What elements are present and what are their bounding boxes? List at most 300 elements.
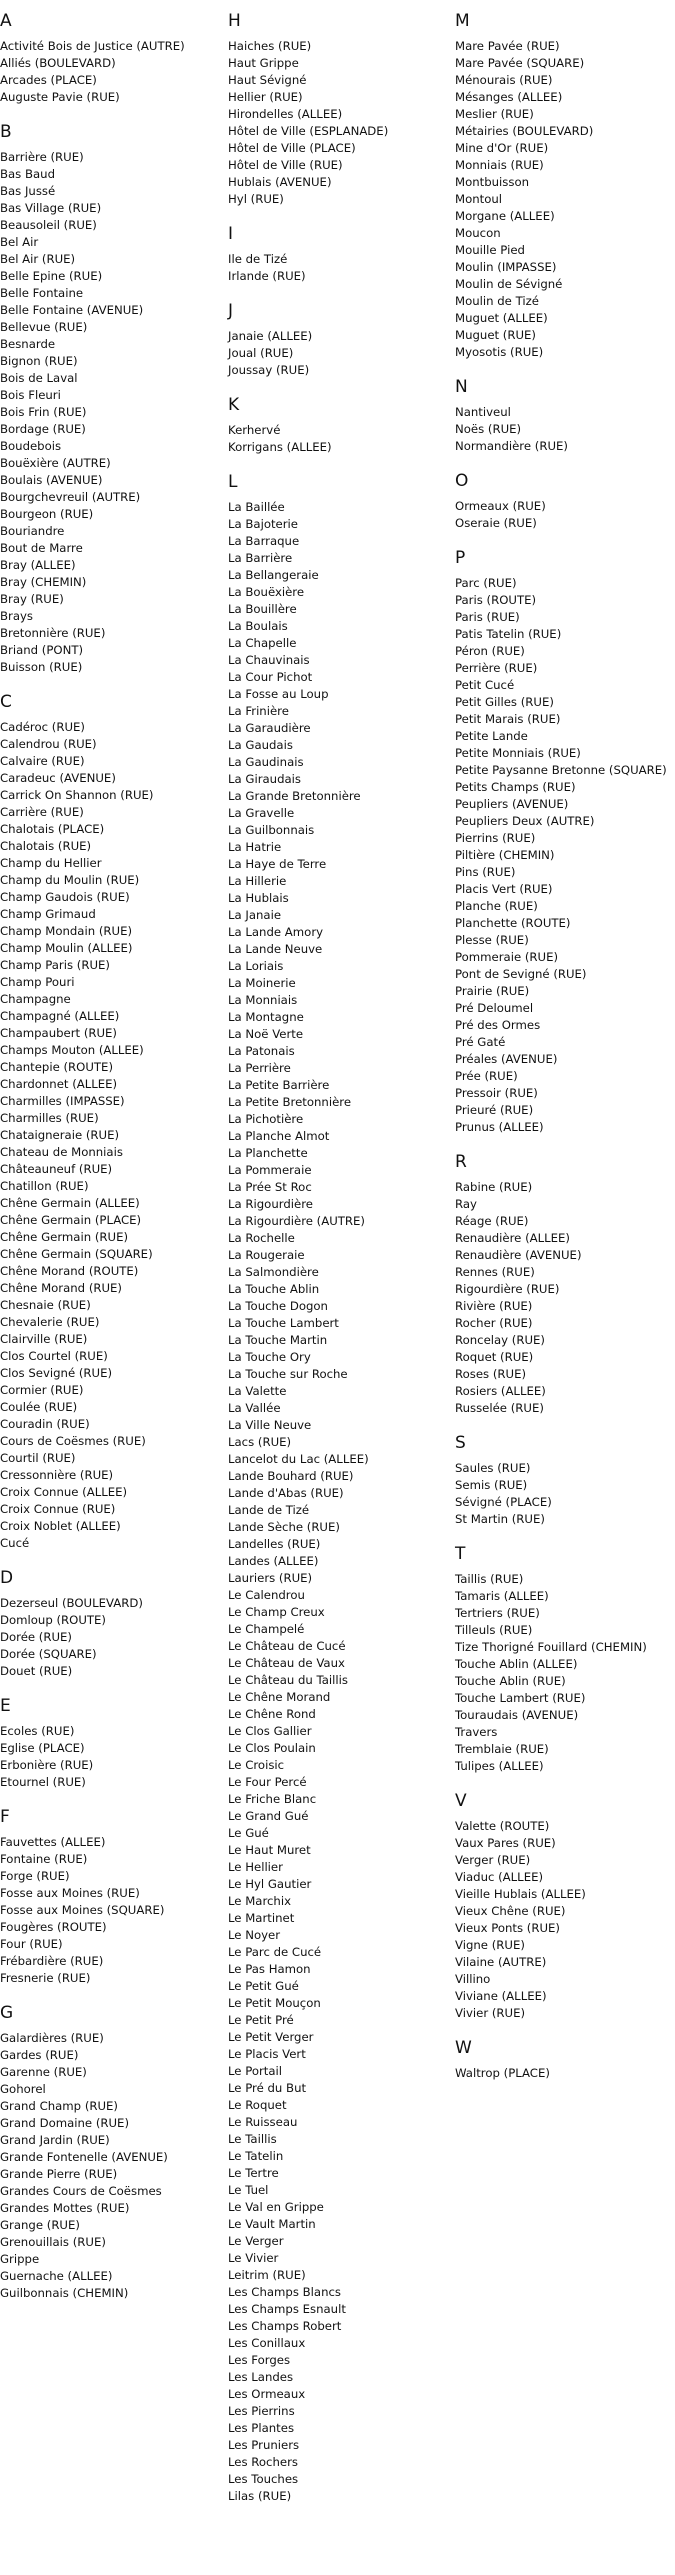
street-name-item: St Martin (RUE): [455, 1512, 545, 1526]
street-name-item: La Lande Amory: [228, 925, 324, 939]
street-name-item: Boulais (AVENUE): [0, 473, 103, 487]
street-name-item: Frébardière (RUE): [0, 1954, 104, 1968]
street-name-item: La Planchette: [228, 1146, 308, 1160]
street-name-item: Dorée (RUE): [0, 1630, 72, 1644]
street-list: [455, 575, 675, 1136]
street-name-item: Mare Pavée (SQUARE): [455, 56, 585, 70]
street-name-item: Hôtel de Ville (PLACE): [228, 141, 356, 155]
street-name-item: Douet (RUE): [0, 1664, 73, 1678]
street-name-item: Fougères (ROUTE): [0, 1920, 107, 1934]
street-name-item: Préales (AVENUE): [455, 1052, 558, 1066]
street-name-item: Les Conillaux: [228, 2336, 306, 2350]
street-name-item: Métairies (BOULEVARD): [455, 124, 594, 138]
street-name-item: Grenouillais (RUE): [0, 2235, 106, 2249]
street-name-item: Le Grand Gué: [228, 1809, 309, 1823]
street-name-item: Gardes (RUE): [0, 2048, 79, 2062]
street-name-item: Verger (RUE): [455, 1853, 531, 1867]
street-name-item: Bray (ALLEE): [0, 558, 76, 572]
street-name-item: Bois Frin (RUE): [0, 405, 87, 419]
street-name-item: Belle Epine (RUE): [0, 269, 103, 283]
street-name-item: Le Roquet: [228, 2098, 287, 2112]
street-name-item: La Touche Lambert: [228, 1316, 339, 1330]
street-name-item: Roncelay (RUE): [455, 1333, 545, 1347]
street-name-item: Prairie (RUE): [455, 984, 530, 998]
street-name-item: Briand (PONT): [0, 643, 84, 657]
street-name-item: Tamaris (ALLEE): [455, 1589, 549, 1603]
street-name-item: Vieux Chêne (RUE): [455, 1904, 566, 1918]
street-name-item: Le Croisic: [228, 1758, 285, 1772]
street-name-item: Charmilles (IMPASSE): [0, 1094, 125, 1108]
street-name-item: Touche Ablin (RUE): [455, 1674, 566, 1688]
street-name-item: Le Noyer: [228, 1928, 281, 1942]
street-name-item: Pierrins (RUE): [455, 831, 536, 845]
street-name-item: Ray: [455, 1197, 477, 1211]
street-name-item: Grand Jardin (RUE): [0, 2133, 110, 2147]
street-name-item: La Hatrie: [228, 840, 282, 854]
street-name-item: Morgane (ALLEE): [455, 209, 555, 223]
street-name-item: Rivière (RUE): [455, 1299, 533, 1313]
street-name-item: Le Tuel: [228, 2183, 269, 2197]
street-name-item: Piltière (CHEMIN): [455, 848, 555, 862]
street-name-item: Ménourais (RUE): [455, 73, 553, 87]
street-name-item: Carrick On Shannon (RUE): [0, 788, 154, 802]
street-name-item: Courtil (RUE): [0, 1451, 76, 1465]
street-name-item: La Ville Neuve: [228, 1418, 312, 1432]
street-name-item: Janaie (ALLEE): [228, 329, 313, 343]
street-list: [228, 499, 456, 2505]
street-name-item: Leitrim (RUE): [228, 2268, 306, 2282]
street-name-item: Ecoles (RUE): [0, 1724, 75, 1738]
street-name-item: Le Château de Cucé: [228, 1639, 346, 1653]
street-name-item: La Rigourdière (AUTRE): [228, 1214, 365, 1228]
street-name-item: La Pommeraie: [228, 1163, 312, 1177]
street-name-item: Bray (RUE): [0, 592, 64, 606]
street-list: [455, 498, 675, 532]
street-name-item: Touche Lambert (RUE): [455, 1691, 586, 1705]
street-name-item: Bignon (RUE): [0, 354, 78, 368]
street-name-item: Viviane (ALLEE): [455, 1989, 547, 2003]
street-name-item: Couradin (RUE): [0, 1417, 90, 1431]
street-name-item: Champ Gaudois (RUE): [0, 890, 130, 904]
street-name-item: Lauriers (RUE): [228, 1571, 313, 1585]
street-name-item: Rosiers (ALLEE): [455, 1384, 546, 1398]
street-name-item: Monniais (RUE): [455, 158, 544, 172]
street-name-item: Chêne Germain (SQUARE): [0, 1247, 153, 1261]
street-name-item: Buisson (RUE): [0, 660, 83, 674]
street-name-item: La Chapelle: [228, 636, 297, 650]
street-name-item: Vieux Ponts (RUE): [455, 1921, 560, 1935]
street-name-item: Cormier (RUE): [0, 1383, 84, 1397]
street-name-item: Landes (ALLEE): [228, 1554, 319, 1568]
street-list: [0, 38, 228, 106]
street-name-item: Garenne (RUE): [0, 2065, 87, 2079]
street-name-item: Le Martinet: [228, 1911, 295, 1925]
street-name-item: Kerhervé: [228, 423, 281, 437]
letter-section-e: [0, 1695, 228, 1791]
letter-section-w: [455, 2037, 675, 2082]
street-name-item: Le Ruisseau: [228, 2115, 298, 2129]
street-name-item: Rocher (RUE): [455, 1316, 533, 1330]
street-name-item: La Giraudais: [228, 772, 301, 786]
street-name-item: La Rigourdière: [228, 1197, 313, 1211]
street-name-item: Bois de Laval: [0, 371, 78, 385]
street-name-item: Pins (RUE): [455, 865, 516, 879]
street-name-item: Les Pierrins: [228, 2404, 295, 2418]
street-name-item: Joussay (RUE): [228, 363, 310, 377]
street-name-item: Bouriandre: [0, 524, 65, 538]
street-name-item: Irlande (RUE): [228, 269, 306, 283]
street-name-item: Renaudière (AVENUE): [455, 1248, 582, 1262]
street-name-item: Caradeuc (AVENUE): [0, 771, 116, 785]
street-name-item: Cours de Coësmes (RUE): [0, 1434, 146, 1448]
section-letter-heading: C: [0, 692, 12, 712]
street-name-item: Grand Champ (RUE): [0, 2099, 118, 2113]
street-name-item: Bas Baud: [0, 167, 55, 181]
street-name-item: La Perrière: [228, 1061, 291, 1075]
street-index-column-1: [0, 10, 228, 2317]
street-name-item: Le Clos Gallier: [228, 1724, 312, 1738]
street-name-item: Joual (RUE): [228, 346, 294, 360]
street-name-item: La Touche sur Roche: [228, 1367, 348, 1381]
street-name-item: Charmilles (RUE): [0, 1111, 99, 1125]
street-name-item: Le Four Percé: [228, 1775, 307, 1789]
street-name-item: Les Rochers: [228, 2455, 298, 2469]
street-name-item: Lilas (RUE): [228, 2489, 292, 2503]
street-name-item: Paris (RUE): [455, 610, 520, 624]
street-list: [0, 149, 228, 676]
section-letter-heading: E: [0, 1696, 11, 1716]
street-name-item: Bourgchevreuil (AUTRE): [0, 490, 141, 504]
street-name-item: Erbonière (RUE): [0, 1758, 94, 1772]
street-name-item: Coulée (RUE): [0, 1400, 78, 1414]
street-name-item: Brays: [0, 609, 33, 623]
street-name-item: La Monniais: [228, 993, 298, 1007]
letter-section-k: [228, 394, 456, 456]
street-name-item: Haiches (RUE): [228, 39, 312, 53]
street-name-item: Oseraie (RUE): [455, 516, 537, 530]
street-name-item: Calendrou (RUE): [0, 737, 97, 751]
section-letter-heading: A: [0, 11, 12, 31]
street-list: [455, 1571, 675, 1775]
street-name-item: La Loriais: [228, 959, 284, 973]
street-name-item: Fauvettes (ALLEE): [0, 1835, 106, 1849]
street-list: [455, 2065, 675, 2082]
street-name-item: Petit Marais (RUE): [455, 712, 561, 726]
letter-section-o: [455, 470, 675, 532]
street-name-item: Grandes Mottes (RUE): [0, 2201, 130, 2215]
street-name-item: Grand Domaine (RUE): [0, 2116, 130, 2130]
street-name-item: La Gaudinais: [228, 755, 304, 769]
street-name-item: Touche Ablin (ALLEE): [455, 1657, 578, 1671]
street-name-item: Grange (RUE): [0, 2218, 80, 2232]
street-name-item: La Bajoterie: [228, 517, 298, 531]
street-name-item: Boudebois: [0, 439, 62, 453]
street-name-item: Bretonnière (RUE): [0, 626, 106, 640]
letter-section-m: [455, 10, 675, 361]
street-name-item: Champaubert (RUE): [0, 1026, 117, 1040]
street-name-item: La Grande Bretonnière: [228, 789, 361, 803]
street-name-item: Taillis (RUE): [455, 1572, 524, 1586]
street-list: [228, 38, 456, 208]
street-name-item: Mine d'Or (RUE): [455, 141, 549, 155]
street-name-item: Le Calendrou: [228, 1588, 305, 1602]
street-name-item: Croix Connue (RUE): [0, 1502, 116, 1516]
street-name-item: Korrigans (ALLEE): [228, 440, 332, 454]
street-list: [0, 719, 228, 1552]
street-name-item: Le Marchix: [228, 1894, 292, 1908]
street-name-item: Le Parc de Cucé: [228, 1945, 322, 1959]
street-name-item: Lande d'Abas (RUE): [228, 1486, 344, 1500]
street-name-item: La Valette: [228, 1384, 287, 1398]
street-name-item: Les Champs Blancs: [228, 2285, 341, 2299]
street-name-item: Plesse (RUE): [455, 933, 529, 947]
street-name-item: Les Champs Robert: [228, 2319, 342, 2333]
street-name-item: Le Petit Verger: [228, 2030, 314, 2044]
street-name-item: Les Pruniers: [228, 2438, 300, 2452]
street-name-item: Besnarde: [0, 337, 56, 351]
street-name-item: Ormeaux (RUE): [455, 499, 546, 513]
street-name-item: Roses (RUE): [455, 1367, 527, 1381]
section-letter-heading: L: [228, 472, 238, 492]
street-name-item: Belle Fontaine: [0, 286, 84, 300]
letter-section-s: [455, 1432, 675, 1528]
street-name-item: Ile de Tizé: [228, 252, 288, 266]
street-name-item: Croix Noblet (ALLEE): [0, 1519, 121, 1533]
street-name-item: Chevalerie (RUE): [0, 1315, 100, 1329]
street-name-item: Grande Pierre (RUE): [0, 2167, 118, 2181]
street-name-item: Les Ormeaux: [228, 2387, 306, 2401]
street-name-item: Les Touches: [228, 2472, 299, 2486]
street-name-item: Hôtel de Ville (ESPLANADE): [228, 124, 389, 138]
section-letter-heading: W: [455, 2038, 472, 2058]
street-name-item: Clos Courtel (RUE): [0, 1349, 108, 1363]
street-name-item: Petit Cucé: [455, 678, 515, 692]
street-name-item: Le Pré du But: [228, 2081, 307, 2095]
street-name-item: La Prée St Roc: [228, 1180, 312, 1194]
street-name-item: Four (RUE): [0, 1937, 63, 1951]
street-name-item: La Touche Ablin: [228, 1282, 320, 1296]
street-name-item: La Petite Barrière: [228, 1078, 330, 1092]
street-index-column-3: [455, 10, 675, 2097]
street-name-item: Le Verger: [228, 2234, 284, 2248]
street-name-item: Rennes (RUE): [455, 1265, 535, 1279]
street-name-item: Viaduc (ALLEE): [455, 1870, 544, 1884]
street-name-item: Le Petit Gué: [228, 1979, 299, 1993]
street-name-item: Bray (CHEMIN): [0, 575, 87, 589]
street-list: [455, 38, 675, 361]
street-name-item: Myosotis (RUE): [455, 345, 544, 359]
street-name-item: Paris (ROUTE): [455, 593, 537, 607]
street-name-item: Renaudière (ALLEE): [455, 1231, 570, 1245]
street-name-item: Champagné (ALLEE): [0, 1009, 120, 1023]
street-name-item: Sévigné (PLACE): [455, 1495, 552, 1509]
street-name-item: Le Gué: [228, 1826, 269, 1840]
street-name-item: Villino: [455, 1972, 491, 1986]
street-name-item: La Guilbonnais: [228, 823, 315, 837]
street-name-item: Moulin (IMPASSE): [455, 260, 557, 274]
street-name-item: Fosse aux Moines (RUE): [0, 1886, 140, 1900]
street-name-item: Touraudais (AVENUE): [455, 1708, 579, 1722]
street-name-item: La Cour Pichot: [228, 670, 313, 684]
street-name-item: Cadéroc (RUE): [0, 720, 85, 734]
street-name-item: Hôtel de Ville (RUE): [228, 158, 343, 172]
street-name-item: Chantepie (ROUTE): [0, 1060, 114, 1074]
letter-section-g: [0, 2002, 228, 2302]
street-name-item: Le Tertre: [228, 2166, 279, 2180]
street-name-item: Mare Pavée (RUE): [455, 39, 560, 53]
street-name-item: Pont de Sevigné (RUE): [455, 967, 587, 981]
letter-section-d: [0, 1567, 228, 1680]
street-name-item: Le Friche Blanc: [228, 1792, 317, 1806]
street-name-item: Planchette (ROUTE): [455, 916, 571, 930]
street-name-item: Bouëxière (AUTRE): [0, 456, 111, 470]
street-name-item: Guernache (ALLEE): [0, 2269, 113, 2283]
street-name-item: La Gravelle: [228, 806, 295, 820]
street-name-item: Semis (RUE): [455, 1478, 528, 1492]
street-name-item: La Planche Almot: [228, 1129, 330, 1143]
street-name-item: Patis Tatelin (RUE): [455, 627, 562, 641]
street-name-item: Les Landes: [228, 2370, 294, 2384]
letter-section-r: [455, 1151, 675, 1417]
street-name-item: Chardonnet (ALLEE): [0, 1077, 118, 1091]
street-name-item: Réage (RUE): [455, 1214, 529, 1228]
street-name-item: Champ Mondain (RUE): [0, 924, 133, 938]
street-name-item: La Pichotière: [228, 1112, 304, 1126]
street-list: [455, 1179, 675, 1417]
street-name-item: Prieuré (RUE): [455, 1103, 534, 1117]
street-name-item: Le Champ Creux: [228, 1605, 325, 1619]
street-name-item: La Boulais: [228, 619, 288, 633]
street-name-item: La Bouillère: [228, 602, 297, 616]
street-name-item: Pommeraie (RUE): [455, 950, 559, 964]
street-list: [228, 422, 456, 456]
letter-section-n: [455, 376, 675, 455]
section-letter-heading: O: [455, 471, 469, 491]
street-name-item: Cucé: [0, 1536, 30, 1550]
letter-section-h: [228, 10, 456, 208]
street-name-item: Montbuisson: [455, 175, 530, 189]
street-name-item: Meslier (RUE): [455, 107, 534, 121]
street-name-item: Chêne Germain (ALLEE): [0, 1196, 140, 1210]
street-name-item: Gohorel: [0, 2082, 46, 2096]
street-name-item: La Haye de Terre: [228, 857, 327, 871]
street-name-item: Chatillon (RUE): [0, 1179, 89, 1193]
street-name-item: Le Petit Pré: [228, 2013, 294, 2027]
street-name-item: La Garaudière: [228, 721, 311, 735]
street-name-item: Le Haut Muret: [228, 1843, 311, 1857]
street-name-item: Muguet (RUE): [455, 328, 536, 342]
street-name-item: La Chauvinais: [228, 653, 310, 667]
street-name-item: La Baillée: [228, 500, 285, 514]
street-name-item: Nantiveul: [455, 405, 511, 419]
letter-section-l: [228, 471, 456, 2505]
street-name-item: Peupliers (AVENUE): [455, 797, 569, 811]
street-name-item: Champs Mouton (ALLEE): [0, 1043, 144, 1057]
street-name-item: Galardières (RUE): [0, 2031, 104, 2045]
street-name-item: Prunus (ALLEE): [455, 1120, 544, 1134]
letter-section-f: [0, 1806, 228, 1987]
street-name-item: La Patonais: [228, 1044, 295, 1058]
street-name-item: La Salmondière: [228, 1265, 319, 1279]
street-name-item: Les Forges: [228, 2353, 291, 2367]
street-name-item: Rigourdière (RUE): [455, 1282, 560, 1296]
street-name-item: Champ du Moulin (RUE): [0, 873, 140, 887]
street-name-item: Le Vivier: [228, 2251, 279, 2265]
street-name-item: Landelles (RUE): [228, 1537, 321, 1551]
street-name-item: Peupliers Deux (AUTRE): [455, 814, 595, 828]
street-name-item: Le Tatelin: [228, 2149, 284, 2163]
street-name-item: Belle Fontaine (AVENUE): [0, 303, 144, 317]
street-name-item: Planche (RUE): [455, 899, 538, 913]
section-letter-heading: B: [0, 122, 12, 142]
street-name-item: Guilbonnais (CHEMIN): [0, 2286, 129, 2300]
street-list: [228, 251, 456, 285]
street-name-item: Roquet (RUE): [455, 1350, 534, 1364]
street-name-item: Chateau de Monniais: [0, 1145, 123, 1159]
street-name-item: Le Hyl Gautier: [228, 1877, 312, 1891]
street-name-item: Chataigneraie (RUE): [0, 1128, 120, 1142]
letter-section-i: [228, 223, 456, 285]
street-name-item: Champagne: [0, 992, 71, 1006]
section-letter-heading: P: [455, 548, 466, 568]
section-letter-heading: H: [228, 11, 241, 31]
street-name-item: Le Val en Grippe: [228, 2200, 324, 2214]
section-letter-heading: M: [455, 11, 470, 31]
street-name-item: Hellier (RUE): [228, 90, 303, 104]
street-name-item: Muguet (ALLEE): [455, 311, 548, 325]
street-name-item: Chêne Germain (PLACE): [0, 1213, 142, 1227]
street-name-item: Châteauneuf (RUE): [0, 1162, 113, 1176]
street-name-item: Chêne Germain (RUE): [0, 1230, 129, 1244]
street-name-item: Etournel (RUE): [0, 1775, 86, 1789]
street-list: [0, 1595, 228, 1680]
street-name-item: La Moinerie: [228, 976, 296, 990]
street-name-item: Le Clos Poulain: [228, 1741, 316, 1755]
street-name-item: Petits Champs (RUE): [455, 780, 576, 794]
street-name-item: La Fosse au Loup: [228, 687, 329, 701]
street-name-item: Barrière (RUE): [0, 150, 84, 164]
street-name-item: Champ Grimaud: [0, 907, 96, 921]
street-name-item: La Noë Verte: [228, 1027, 304, 1041]
street-name-item: Dorée (SQUARE): [0, 1647, 97, 1661]
street-name-item: Petite Lande: [455, 729, 528, 743]
street-name-item: La Petite Bretonnière: [228, 1095, 352, 1109]
street-name-item: Lacs (RUE): [228, 1435, 292, 1449]
street-name-item: La Rochelle: [228, 1231, 295, 1245]
street-name-item: Le Hellier: [228, 1860, 283, 1874]
street-name-item: Moulin de Tizé: [455, 294, 539, 308]
street-name-item: Tremblaie (RUE): [455, 1742, 549, 1756]
street-name-item: Bourgeon (RUE): [0, 507, 94, 521]
street-name-item: Valette (ROUTE): [455, 1819, 550, 1833]
street-name-item: Alliés (BOULEVARD): [0, 56, 116, 70]
street-name-item: La Janaie: [228, 908, 282, 922]
street-name-item: Mouille Pied: [455, 243, 525, 257]
street-name-item: La Bellangeraie: [228, 568, 319, 582]
letter-section-a: [0, 10, 228, 106]
street-name-item: Péron (RUE): [455, 644, 525, 658]
street-name-item: Hirondelles (ALLEE): [228, 107, 343, 121]
street-name-item: Bas Village (RUE): [0, 201, 102, 215]
street-name-item: Chêne Morand (RUE): [0, 1281, 122, 1295]
street-name-item: Noës (RUE): [455, 422, 522, 436]
street-name-item: Bordage (RUE): [0, 422, 86, 436]
street-name-item: Le Placis Vert: [228, 2047, 306, 2061]
section-letter-heading: R: [455, 1152, 467, 1172]
section-letter-heading: N: [455, 377, 468, 397]
street-name-item: Pressoir (RUE): [455, 1086, 538, 1100]
letter-section-b: [0, 121, 228, 676]
